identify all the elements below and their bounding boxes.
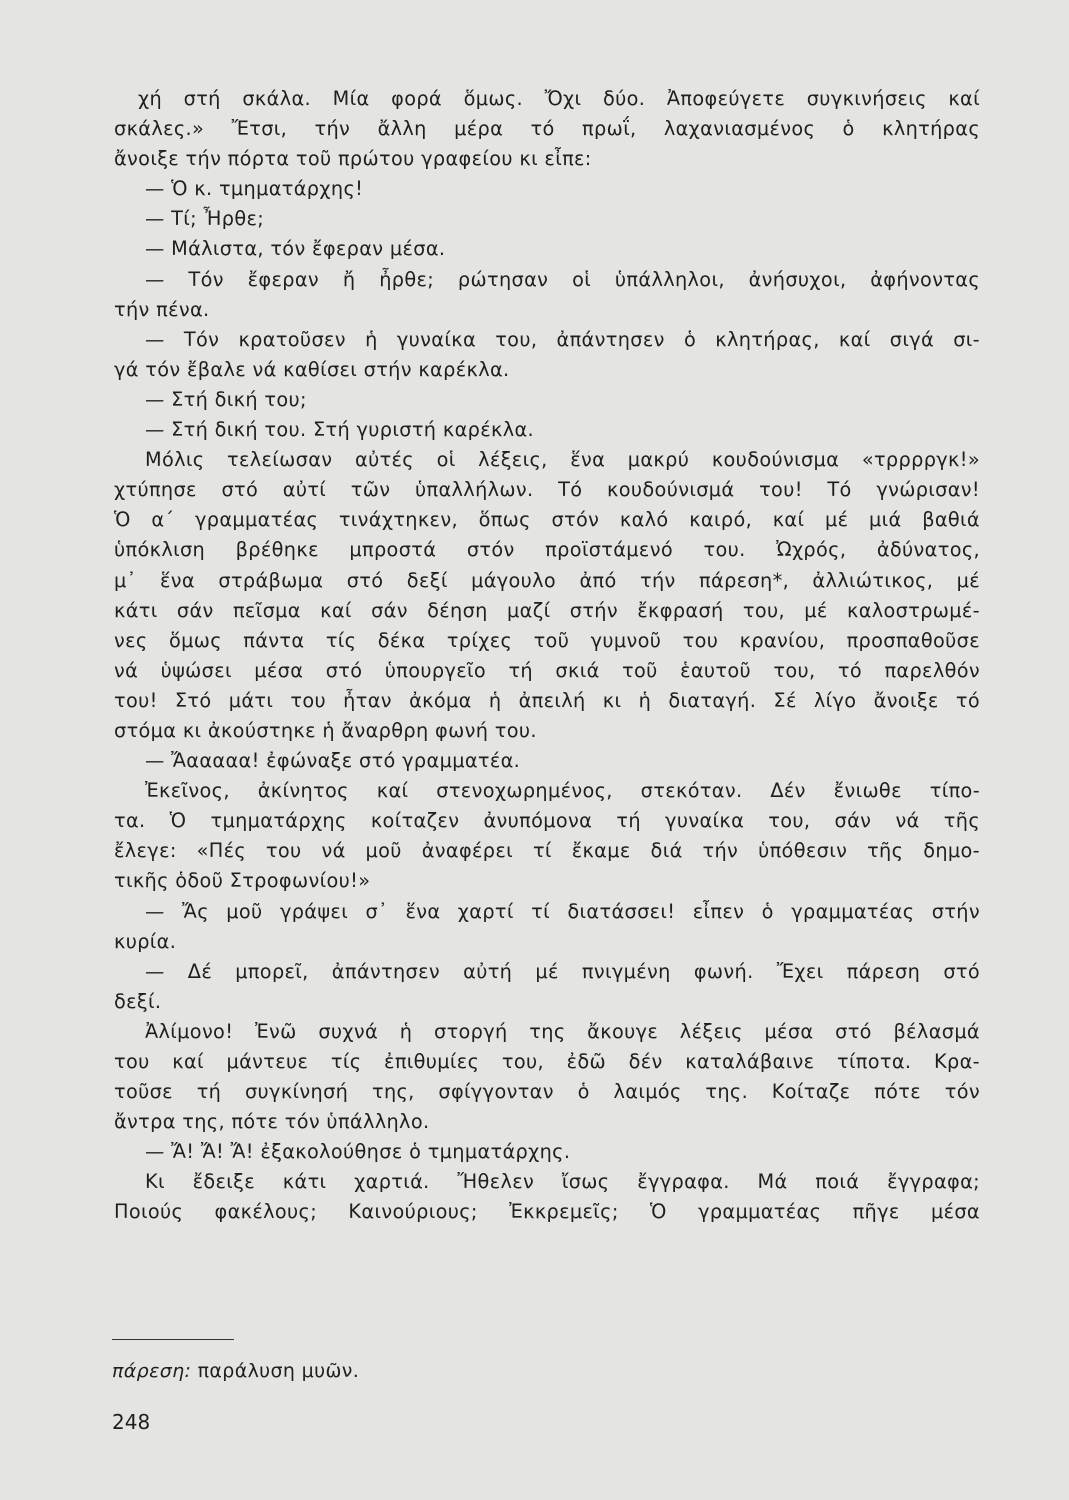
text-line: Ὁ α΄ γραμματέας τινάχτηκεν, ὅπως στόν καλό καιρό, καί μέ μιά βαθιά xyxy=(114,508,980,532)
text-line: — Ἄ! Ἄ! Ἄ! ἐξακολούθησε ὁ τμηματάρχης. xyxy=(145,1140,571,1164)
text-line: — Στή δική του; xyxy=(145,387,307,411)
text-line: νες ὅμως πάντα τίς δέκα τρίχες τοῦ γυμνοῦ του κρανίου, προσπαθοῦσε xyxy=(114,628,980,652)
text-line: ὑπόκλιση βρέθηκε μπροστά στόν προϊστάμενό του. Ὠχρός, ἀδύνατος, xyxy=(114,538,980,562)
text-line: κυρία. xyxy=(114,929,177,953)
text-line: Ἐκεῖνος, ἀκίνητος καί στενοχωρημένος, στεκόταν. Δέν ἔνιωθε τίπο- xyxy=(145,779,980,803)
text-line: — Τόν κρατοῦσεν ἡ γυναίκα του, ἀπάντησεν ὁ κλητήρας, καί σιγά σι- xyxy=(145,327,980,351)
footnote xyxy=(112,1360,359,1382)
page-number: 248 xyxy=(112,1410,151,1434)
footnote-term: πάρεση: xyxy=(112,1360,192,1382)
text-line: — Ὁ κ. τμηματάρχης! xyxy=(145,177,364,201)
text-line: του! Στό μάτι του ἦταν ἀκόμα ἡ ἀπειλή κι ἡ διαταγή. Σέ λίγο ἄνοιξε τό xyxy=(114,688,980,712)
text-line: χτύπησε στό αὐτί τῶν ὑπαλλήλων. Τό κουδούνισμά του! Τό γνώρισαν! xyxy=(114,478,980,502)
text-line: τήν πένα. xyxy=(114,297,210,321)
text-line: νά ὑψώσει μέσα στό ὑπουργεῖο τή σκιά τοῦ ἑαυτοῦ του, τό παρελθόν xyxy=(114,658,980,682)
text-line: τοῦσε τή συγκίνησή της, σφίγγονταν ὁ λαιμός της. Κοίταζε πότε τόν xyxy=(114,1080,980,1104)
text-line: — Τί; Ἦρθε; xyxy=(145,207,265,231)
text-line: σκάλες.» Ἔτσι, τήν ἄλλη μέρα τό πρωΐ, λαχανιασμένος ὁ κλητήρας xyxy=(114,117,980,141)
footnote-divider xyxy=(112,1339,234,1340)
text-line: ἄνοιξε τήν πόρτα τοῦ πρώτου γραφείου κι εἶπε: xyxy=(114,147,592,171)
text-line: τα. Ὁ τμηματάρχης κοίταζεν ἀνυπόμονα τή γυναίκα του, σάν νά τῆς xyxy=(114,809,980,833)
text-line: — Στή δική του. Στή γυριστή καρέκλα. xyxy=(145,418,534,442)
text-line: κάτι σάν πεῖσμα καί σάν δέηση μαζί στήν ἔκφρασή του, μέ καλοστρωμέ- xyxy=(114,598,980,622)
text-line: στόμα κι ἀκούστηκε ἡ ἄναρθρη φωνή του. xyxy=(114,718,537,742)
text-line: Ἀλίμονο! Ἐνῶ συχνά ἡ στοργή της ἄκουγε λέξεις μέσα στό βέλασμά xyxy=(145,1019,980,1043)
text-line: χή στή σκάλα. Μία φορά ὅμως. Ὄχι δύο. Ἀποφεύγετε συγκινήσεις καί xyxy=(138,87,980,110)
text-line: ἔλεγε: «Πές του νά μοῦ ἀναφέρει τί ἔκαμε διά τήν ὑπόθεσιν τῆς δημο- xyxy=(114,839,980,863)
text-line: — Μάλιστα, τόν ἔφεραν μέσα. xyxy=(145,237,446,261)
text-line: — Τόν ἔφεραν ἤ ἦρθε; ρώτησαν οἱ ὑπάλληλοι, ἀνήσυχοι, ἀφήνοντας xyxy=(145,267,980,291)
footnote-definition: παράλυση μυῶν. xyxy=(191,1360,360,1382)
text-line: — Δέ μπορεῖ, ἀπάντησεν αὐτή μέ πνιγμένη φωνή. Ἔχει πάρεση στό xyxy=(145,959,980,983)
text-line: μ᾿ ἕνα στράβωμα στό δεξί μάγουλο ἀπό τήν πάρεση*, ἀλλιώτικος, μέ xyxy=(114,568,980,592)
text-line: τικῆς ὁδοῦ Στροφωνίου!» xyxy=(114,869,371,893)
text-line: Μόλις τελείωσαν αὐτές οἱ λέξεις, ἕνα μακρύ κουδούνισμα «τρρρργκ!» xyxy=(145,448,980,472)
text-line: δεξί. xyxy=(114,989,162,1013)
text-line: του καί μάντευε τίς ἐπιθυμίες του, ἐδῶ δέν καταλάβαινε τίποτα. Κρα- xyxy=(114,1050,980,1073)
text-line: Ποιούς φακέλους; Καινούριους; Ἐκκρεμεῖς; Ὁ γραμματέας πῆγε μέσα xyxy=(114,1200,980,1224)
body-text xyxy=(114,84,980,1228)
text-line: Κι ἔδειξε κάτι χαρτιά. Ἤθελεν ἴσως ἔγγραφα. Μά ποιά ἔγγραφα; xyxy=(145,1170,980,1194)
text-line: — Ἄς μοῦ γράψει σ᾿ ἕνα χαρτί τί διατάσσει! εἶπεν ὁ γραμματέας στήν xyxy=(145,899,980,923)
text-line: ἄντρα της, πότε τόν ὑπάλληλο. xyxy=(114,1110,430,1134)
text-line: γά τόν ἔβαλε νά καθίσει στήν καρέκλα. xyxy=(114,357,510,381)
text-line: — Ἄααααα! ἐφώναξε στό γραμματέα. xyxy=(145,749,521,773)
